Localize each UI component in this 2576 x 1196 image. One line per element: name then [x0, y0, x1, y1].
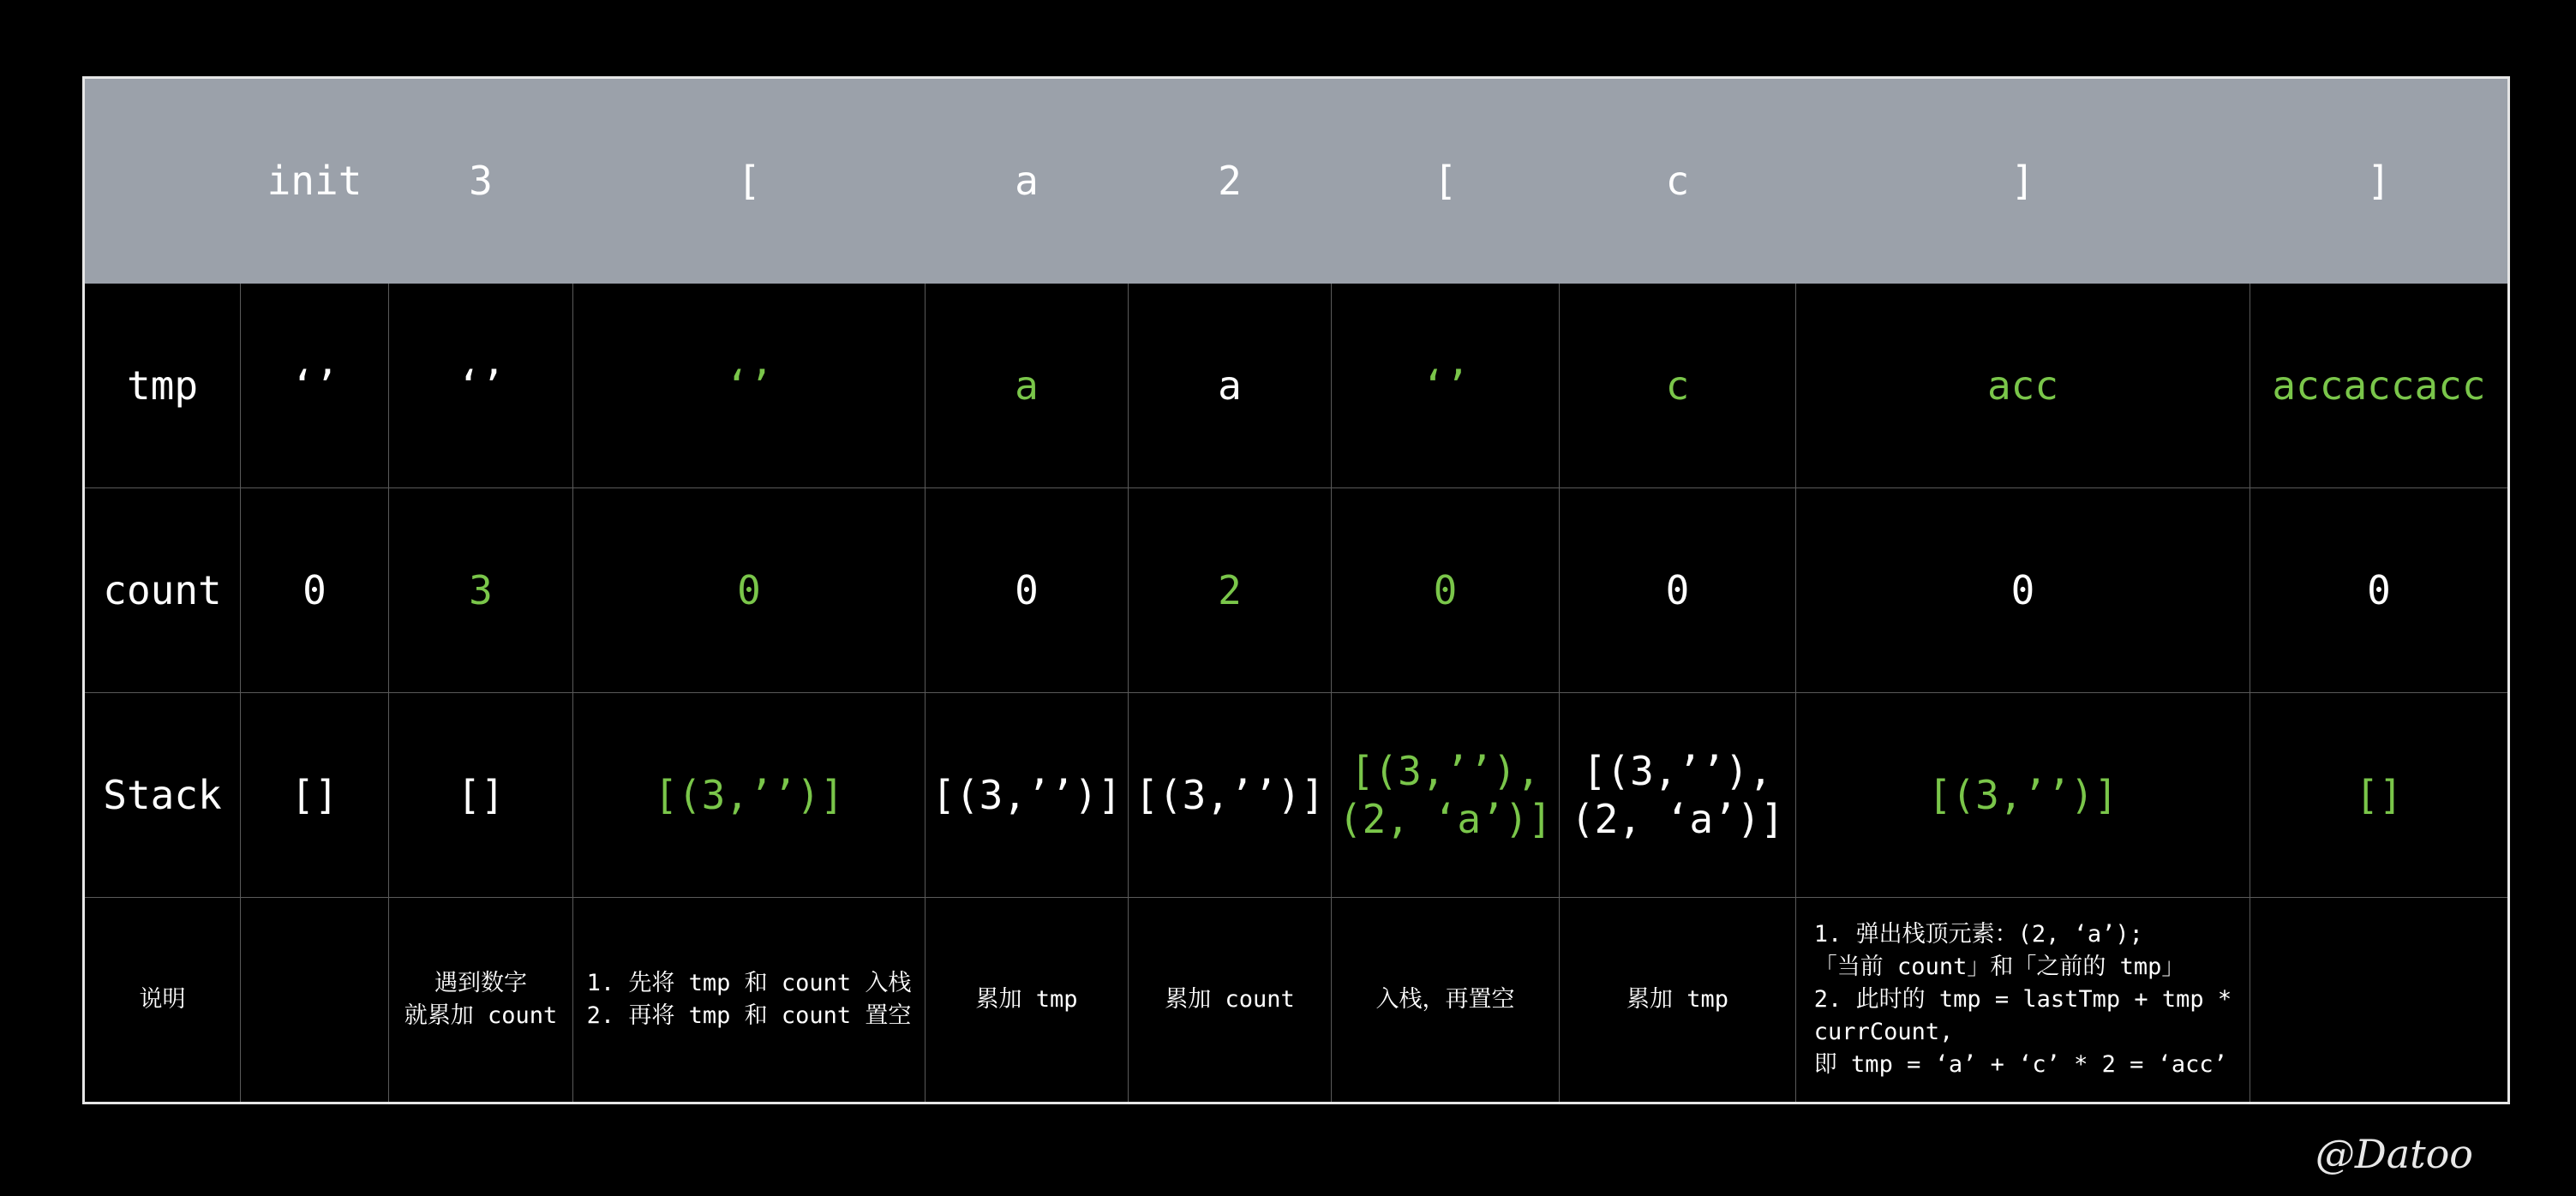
stack-cell — [389, 693, 573, 898]
stack-value-line: [(3,’’), — [1350, 748, 1541, 794]
count-row-label: count — [84, 488, 241, 693]
stack-value — [1565, 747, 1790, 843]
header-step-open-bracket-2: [ — [1332, 78, 1560, 284]
note-line: 即 tmp = ‘a’ + ‘c’ * 2 = ‘acc’ — [1813, 1051, 2227, 1078]
tmp-row-label: tmp — [84, 284, 241, 488]
count-cell: 0 — [1560, 488, 1796, 693]
header-step-close-bracket-2: ] — [2250, 78, 2509, 284]
count-cell: 0 — [573, 488, 926, 693]
count-cell: 0 — [926, 488, 1129, 693]
header-step-char-c: c — [1560, 78, 1796, 284]
notes-row-label: 说明 — [84, 898, 241, 1103]
stack-cell — [1332, 693, 1560, 898]
tmp-cell: ‘’ — [573, 284, 926, 488]
author-watermark: @Datoo — [2315, 1131, 2473, 1177]
note-line: 累加 count — [1165, 986, 1295, 1013]
count-cell: 3 — [389, 488, 573, 693]
note-cell — [389, 898, 573, 1103]
count-cell: 0 — [1332, 488, 1560, 693]
stack-cell — [2250, 693, 2509, 898]
tmp-cell: accaccacc — [2250, 284, 2509, 488]
note-text — [404, 967, 558, 1032]
note-line: 遇到数字 — [434, 970, 527, 996]
count-cell: 2 — [1129, 488, 1332, 693]
stack-value — [246, 771, 383, 819]
tmp-cell: ‘’ — [389, 284, 573, 488]
stack-value-line: [] — [2355, 772, 2403, 818]
count-row — [84, 488, 2509, 693]
note-line: 入栈，再置空 — [1375, 986, 1515, 1013]
stack-value-line: [(3,’’), — [1582, 748, 1773, 794]
note-cell — [241, 898, 389, 1103]
stack-cell — [573, 693, 926, 898]
note-cell — [2250, 898, 2509, 1103]
stack-value — [1801, 771, 2244, 819]
note-text — [1165, 984, 1295, 1016]
note-line: currCount, — [1813, 1019, 1954, 1045]
note-cell — [573, 898, 926, 1103]
count-cell: 0 — [2250, 488, 2509, 693]
stack-value — [1134, 771, 1326, 819]
stack-row-label: Stack — [84, 693, 241, 898]
tmp-cell: a — [926, 284, 1129, 488]
stack-cell — [926, 693, 1129, 898]
stack-value-line: (2, ‘a’)] — [1570, 796, 1785, 842]
note-line: 2. 再将 tmp 和 count 置空 — [586, 1002, 912, 1029]
header-step-init: init — [241, 78, 389, 284]
note-text — [1626, 984, 1728, 1016]
note-text — [1376, 984, 1515, 1016]
header-step-digit-3: 3 — [389, 78, 573, 284]
note-cell — [926, 898, 1129, 1103]
stack-value-line: [(3,’’)] — [654, 772, 844, 818]
stack-value-line: [] — [457, 772, 505, 818]
stack-cell — [1560, 693, 1796, 898]
tmp-cell: c — [1560, 284, 1796, 488]
decode-string-trace-table — [82, 76, 2510, 1104]
stack-value — [931, 771, 1123, 819]
header-row — [84, 78, 2509, 284]
header-step-char-a: a — [926, 78, 1129, 284]
note-line: 2. 此时的 tmp = lastTmp + tmp * — [1813, 986, 2232, 1013]
stack-cell — [241, 693, 389, 898]
stack-value-line: [(3,’’)] — [1927, 772, 2118, 818]
tmp-cell: acc — [1796, 284, 2250, 488]
count-cell: 0 — [241, 488, 389, 693]
header-step-close-bracket-1: ] — [1796, 78, 2250, 284]
note-line: 就累加 count — [404, 1002, 558, 1029]
note-text — [1814, 918, 2232, 1081]
note-cell — [1796, 898, 2250, 1103]
stack-value — [2255, 771, 2502, 819]
stack-cell — [1796, 693, 2250, 898]
tmp-row — [84, 284, 2509, 488]
header-step-digit-2: 2 — [1129, 78, 1332, 284]
note-text — [975, 984, 1077, 1016]
note-text — [587, 967, 912, 1032]
note-line: 累加 tmp — [1626, 986, 1729, 1013]
header-step-open-bracket-1: [ — [573, 78, 926, 284]
stack-value-line: [(3,’’)] — [1135, 772, 1325, 818]
note-cell — [1560, 898, 1796, 1103]
stack-value — [394, 771, 567, 819]
count-cell: 0 — [1796, 488, 2250, 693]
stack-row — [84, 693, 2509, 898]
stack-cell — [1129, 693, 1332, 898]
note-line: 1. 弹出栈顶元素：(2, ‘a’); — [1813, 921, 2143, 948]
tmp-cell: ‘’ — [1332, 284, 1560, 488]
tmp-cell: ‘’ — [241, 284, 389, 488]
note-line: 「当前 count」和「之前的 tmp」 — [1813, 954, 2185, 980]
tmp-cell: a — [1129, 284, 1332, 488]
stack-value — [1337, 747, 1554, 843]
note-cell — [1129, 898, 1332, 1103]
stack-value — [578, 771, 920, 819]
stack-value-line: [] — [291, 772, 338, 818]
stack-value-line: (2, ‘a’)] — [1338, 796, 1553, 842]
note-line: 累加 tmp — [975, 986, 1078, 1013]
stack-value-line: [(3,’’)] — [932, 772, 1122, 818]
notes-row — [84, 898, 2509, 1103]
header-label-cell — [84, 78, 241, 284]
note-line: 1. 先将 tmp 和 count 入栈 — [586, 970, 912, 996]
note-cell — [1332, 898, 1560, 1103]
